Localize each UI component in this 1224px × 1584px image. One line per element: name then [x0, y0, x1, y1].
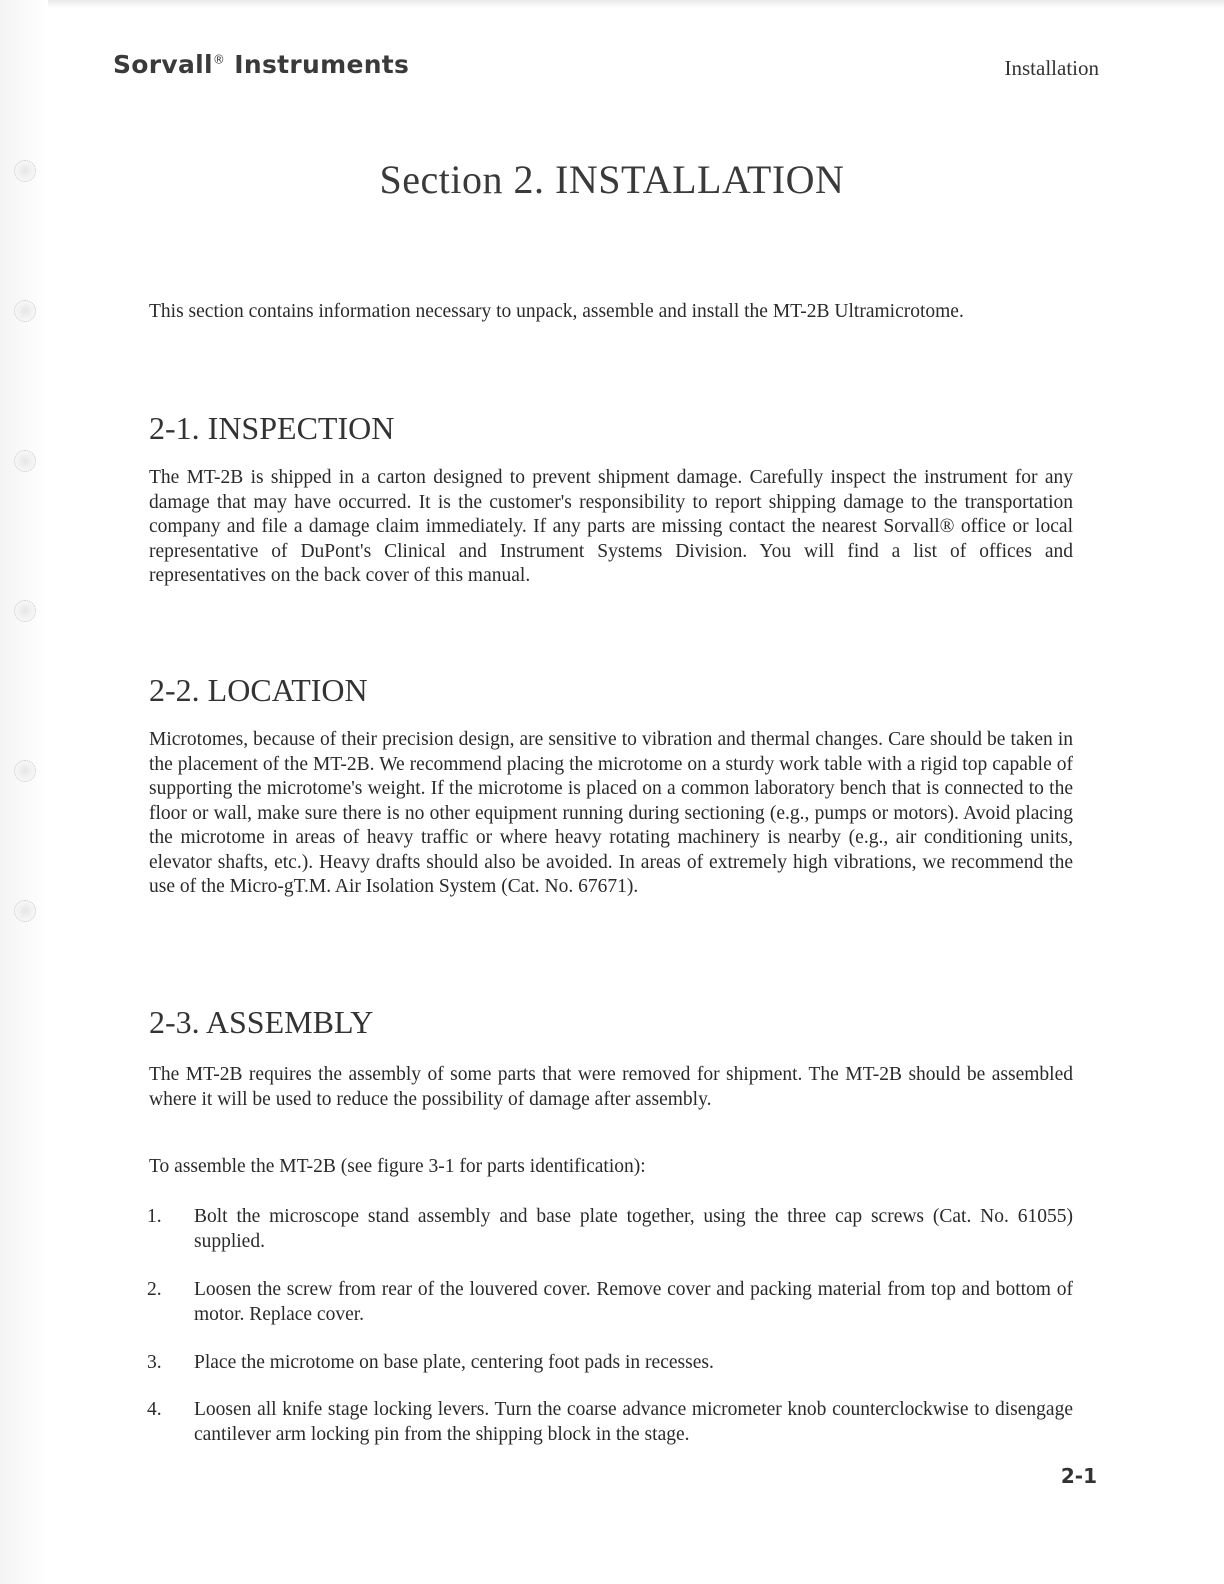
heading-inspection: 2-1. INSPECTION	[149, 410, 395, 446]
brand-registered-mark: ®	[212, 52, 226, 67]
page-top-edge	[0, 0, 1224, 8]
punch-hole	[14, 900, 36, 922]
running-head: Installation	[1004, 56, 1099, 80]
list-item	[147, 1398, 1073, 1447]
brand-suffix: Instruments	[225, 50, 410, 79]
list-item-text: Loosen the screw from rear of the louvered cover. Remove cover and packing material from top and bottom of motor. Replace cover.	[194, 1279, 1073, 1325]
list-item-text: Loosen all knife stage locking levers. Turn the coarse advance micrometer knob counterclockwise to disengage cantilever arm locking pin from the shipping block in the stage.	[194, 1399, 1073, 1445]
punch-hole	[14, 450, 36, 472]
list-item-number: 1.	[147, 1206, 162, 1227]
inspection-paragraph: The MT-2B is shipped in a carton designed to prevent shipment damage. Carefully inspect the instrument for any damage that may have occurred. It is the customer's responsibility to report shipping damage to the transportation company and file a damage claim immediately. If any parts are missing contact the nearest Sorvall® office or local representative of DuPont's Clinical and Instrument Systems Division. You will find a list of offices and representatives on the back cover of this manual.	[149, 467, 1073, 586]
punch-hole	[14, 300, 36, 322]
assembly-lead-in: To assemble the MT-2B (see figure 3-1 for parts identification):	[149, 1156, 646, 1177]
brand-logo	[113, 50, 409, 79]
brand-name: Sorvall	[113, 50, 213, 79]
binding-strip	[0, 0, 48, 1584]
heading-assembly: 2-3. ASSEMBLY	[149, 1004, 374, 1040]
assembly-paragraph: The MT-2B requires the assembly of some parts that were removed for shipment. The MT-2B should be assembled where it will be used to reduce the possibility of damage after assembly.	[149, 1064, 1073, 1110]
section-title: Section 2. INSTALLATION	[379, 157, 845, 202]
location-paragraph: Microtomes, because of their precision design, are sensitive to vibration and thermal changes. Care should be taken in the placement of the MT-2B. We recommend placing the microtome on a sturdy work table with a rigid top capable of supporting the microtome's weight. If the microtome is placed on a common laboratory bench that is connected to the floor or wall, make sure there is no other equipment running during sectioning (e.g., pumps or motors). Avoid placing the microtome in areas of heavy traffic or where heavy rotating machinery is nearby (e.g., air conditioning units, elevator shafts, etc.). Heavy drafts should also be avoided. In areas of extremely high vibrations, we recommend the use of the Micro-gT.M. Air Isolation System (Cat. No. 67671).	[149, 729, 1073, 897]
list-item	[147, 1351, 1073, 1376]
list-item	[147, 1205, 1073, 1254]
list-item-number: 3.	[147, 1352, 162, 1373]
intro-paragraph: This section contains information necessary to unpack, assemble and install the MT-2B Ultramicrotome.	[149, 301, 964, 322]
punch-hole	[14, 600, 36, 622]
list-item-number: 2.	[147, 1279, 162, 1300]
heading-location: 2-2. LOCATION	[149, 672, 368, 708]
list-item	[147, 1278, 1073, 1327]
list-item-text: Place the microtome on base plate, centering foot pads in recesses.	[194, 1352, 714, 1373]
punch-hole	[14, 760, 36, 782]
page-number: 2-1	[1060, 1464, 1097, 1488]
list-item-number: 4.	[147, 1399, 162, 1420]
list-item-text: Bolt the microscope stand assembly and base plate together, using the three cap screws (Cat. No. 61055) supplied.	[194, 1206, 1073, 1252]
